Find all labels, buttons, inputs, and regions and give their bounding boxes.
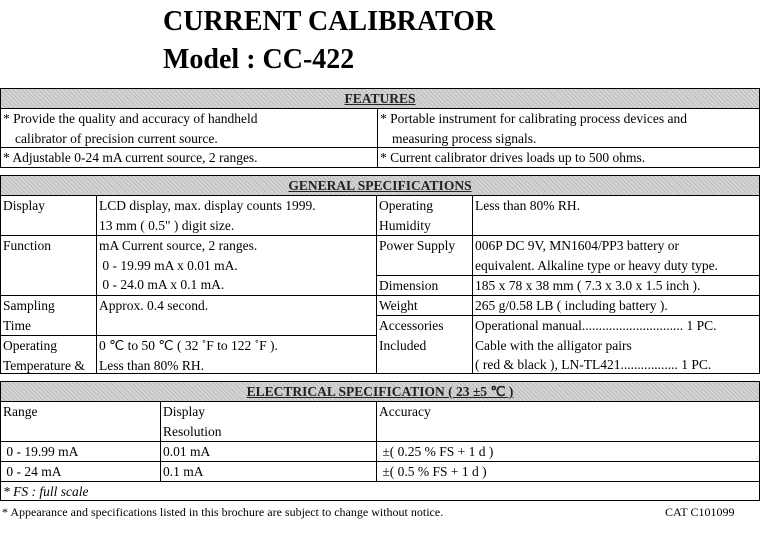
- line: equivalent. Alkaline type or heavy duty type.: [475, 257, 718, 273]
- line: 0 ℃ to 50 ℃ ( 32 ˚F to 122 ˚F ).: [99, 338, 278, 353]
- humidity-value: Less than 80% RH.: [472, 195, 760, 236]
- weight-label: Weight: [376, 295, 473, 316]
- page-title: CURRENT CALIBRATOR: [163, 6, 496, 37]
- weight-value: 265 g/0.58 LB ( including battery ).: [472, 295, 760, 316]
- line: Operational manual.............................. 1 PC.: [475, 318, 717, 333]
- feature-item: [0, 108, 378, 148]
- line: 13 mm ( 0.5" ) digit size.: [99, 217, 235, 233]
- feature-text: * Provide the quality and accuracy of handheld: [3, 111, 258, 126]
- function-value: [96, 235, 377, 296]
- dimension-label: Dimension: [376, 275, 473, 296]
- feature-text: calibrator of precision current source.: [15, 130, 218, 146]
- line: Humidity: [379, 217, 431, 233]
- feature-item: [377, 108, 760, 148]
- line: Operating: [379, 198, 433, 213]
- range-cell: 0 - 19.99 mA: [0, 441, 161, 462]
- accuracy-cell: ±( 0.25 % FS + 1 d ): [376, 441, 760, 462]
- line: Resolution: [163, 423, 222, 439]
- accuracy-cell: ±( 0.5 % FS + 1 d ): [376, 461, 760, 482]
- line: 006P DC 9V, MN1604/PP3 battery or: [475, 238, 680, 253]
- column-header-accuracy: Accuracy: [376, 401, 760, 442]
- resolution-cell: 0.1 mA: [160, 461, 377, 482]
- features-header: FEATURES: [0, 88, 760, 109]
- electrical-header: ELECTRICAL SPECIFICATION ( 23 ±5 ℃ ): [0, 381, 760, 402]
- column-header-resolution: [160, 401, 377, 442]
- sampling-label: [0, 295, 97, 336]
- line: Time: [3, 317, 32, 333]
- line: Cable with the alligator pairs: [475, 337, 632, 353]
- accessories-value: [472, 315, 760, 374]
- catalog-number: CAT C101099: [665, 505, 735, 519]
- line: Accessories: [379, 318, 444, 333]
- power-supply-value: [472, 235, 760, 276]
- line: Sampling: [3, 298, 55, 313]
- feature-text: measuring process signals.: [392, 130, 537, 146]
- dimension-value: 185 x 78 x 38 mm ( 7.3 x 3.0 x 1.5 inch ).: [472, 275, 760, 296]
- line: Display: [163, 404, 205, 419]
- feature-item: * Adjustable 0-24 mA current source, 2 ranges.: [0, 147, 378, 168]
- feature-item: * Current calibrator drives loads up to 500 ohms.: [377, 147, 760, 168]
- line: 0 - 19.99 mA x 0.01 mA.: [99, 257, 238, 273]
- line: Less than 80% RH.: [99, 357, 204, 373]
- line: Included: [379, 337, 427, 353]
- column-header-range: Range: [0, 401, 161, 442]
- line: ( red & black ), LN-TL421................. 1 PC.: [475, 357, 712, 373]
- resolution-cell: 0.01 mA: [160, 441, 377, 462]
- operating-temperature-label: [0, 335, 97, 374]
- display-value: [96, 195, 377, 236]
- power-supply-label: Power Supply: [376, 235, 473, 276]
- function-label: Function: [0, 235, 97, 296]
- humidity-label: [376, 195, 473, 236]
- line: Operating: [3, 338, 57, 353]
- accessories-label: [376, 315, 473, 374]
- range-cell: 0 - 24 mA: [0, 461, 161, 482]
- full-scale-note: * FS : full scale: [0, 481, 760, 501]
- display-label: Display: [0, 195, 97, 236]
- model-name: Model : CC-422: [163, 44, 355, 75]
- operating-temperature-value: [96, 335, 377, 374]
- line: LCD display, max. display counts 1999.: [99, 198, 316, 213]
- general-header: GENERAL SPECIFICATIONS: [0, 175, 760, 196]
- disclaimer-notice: * Appearance and specifications listed in this brochure are subject to change without notice.: [2, 505, 444, 519]
- line: mA Current source, 2 ranges.: [99, 238, 258, 253]
- sampling-value: Approx. 0.4 second.: [96, 295, 377, 336]
- line: Temperature &: [3, 357, 85, 373]
- feature-text: * Portable instrument for calibrating process devices and: [380, 111, 688, 126]
- line: 0 - 24.0 mA x 0.1 mA.: [99, 277, 225, 293]
